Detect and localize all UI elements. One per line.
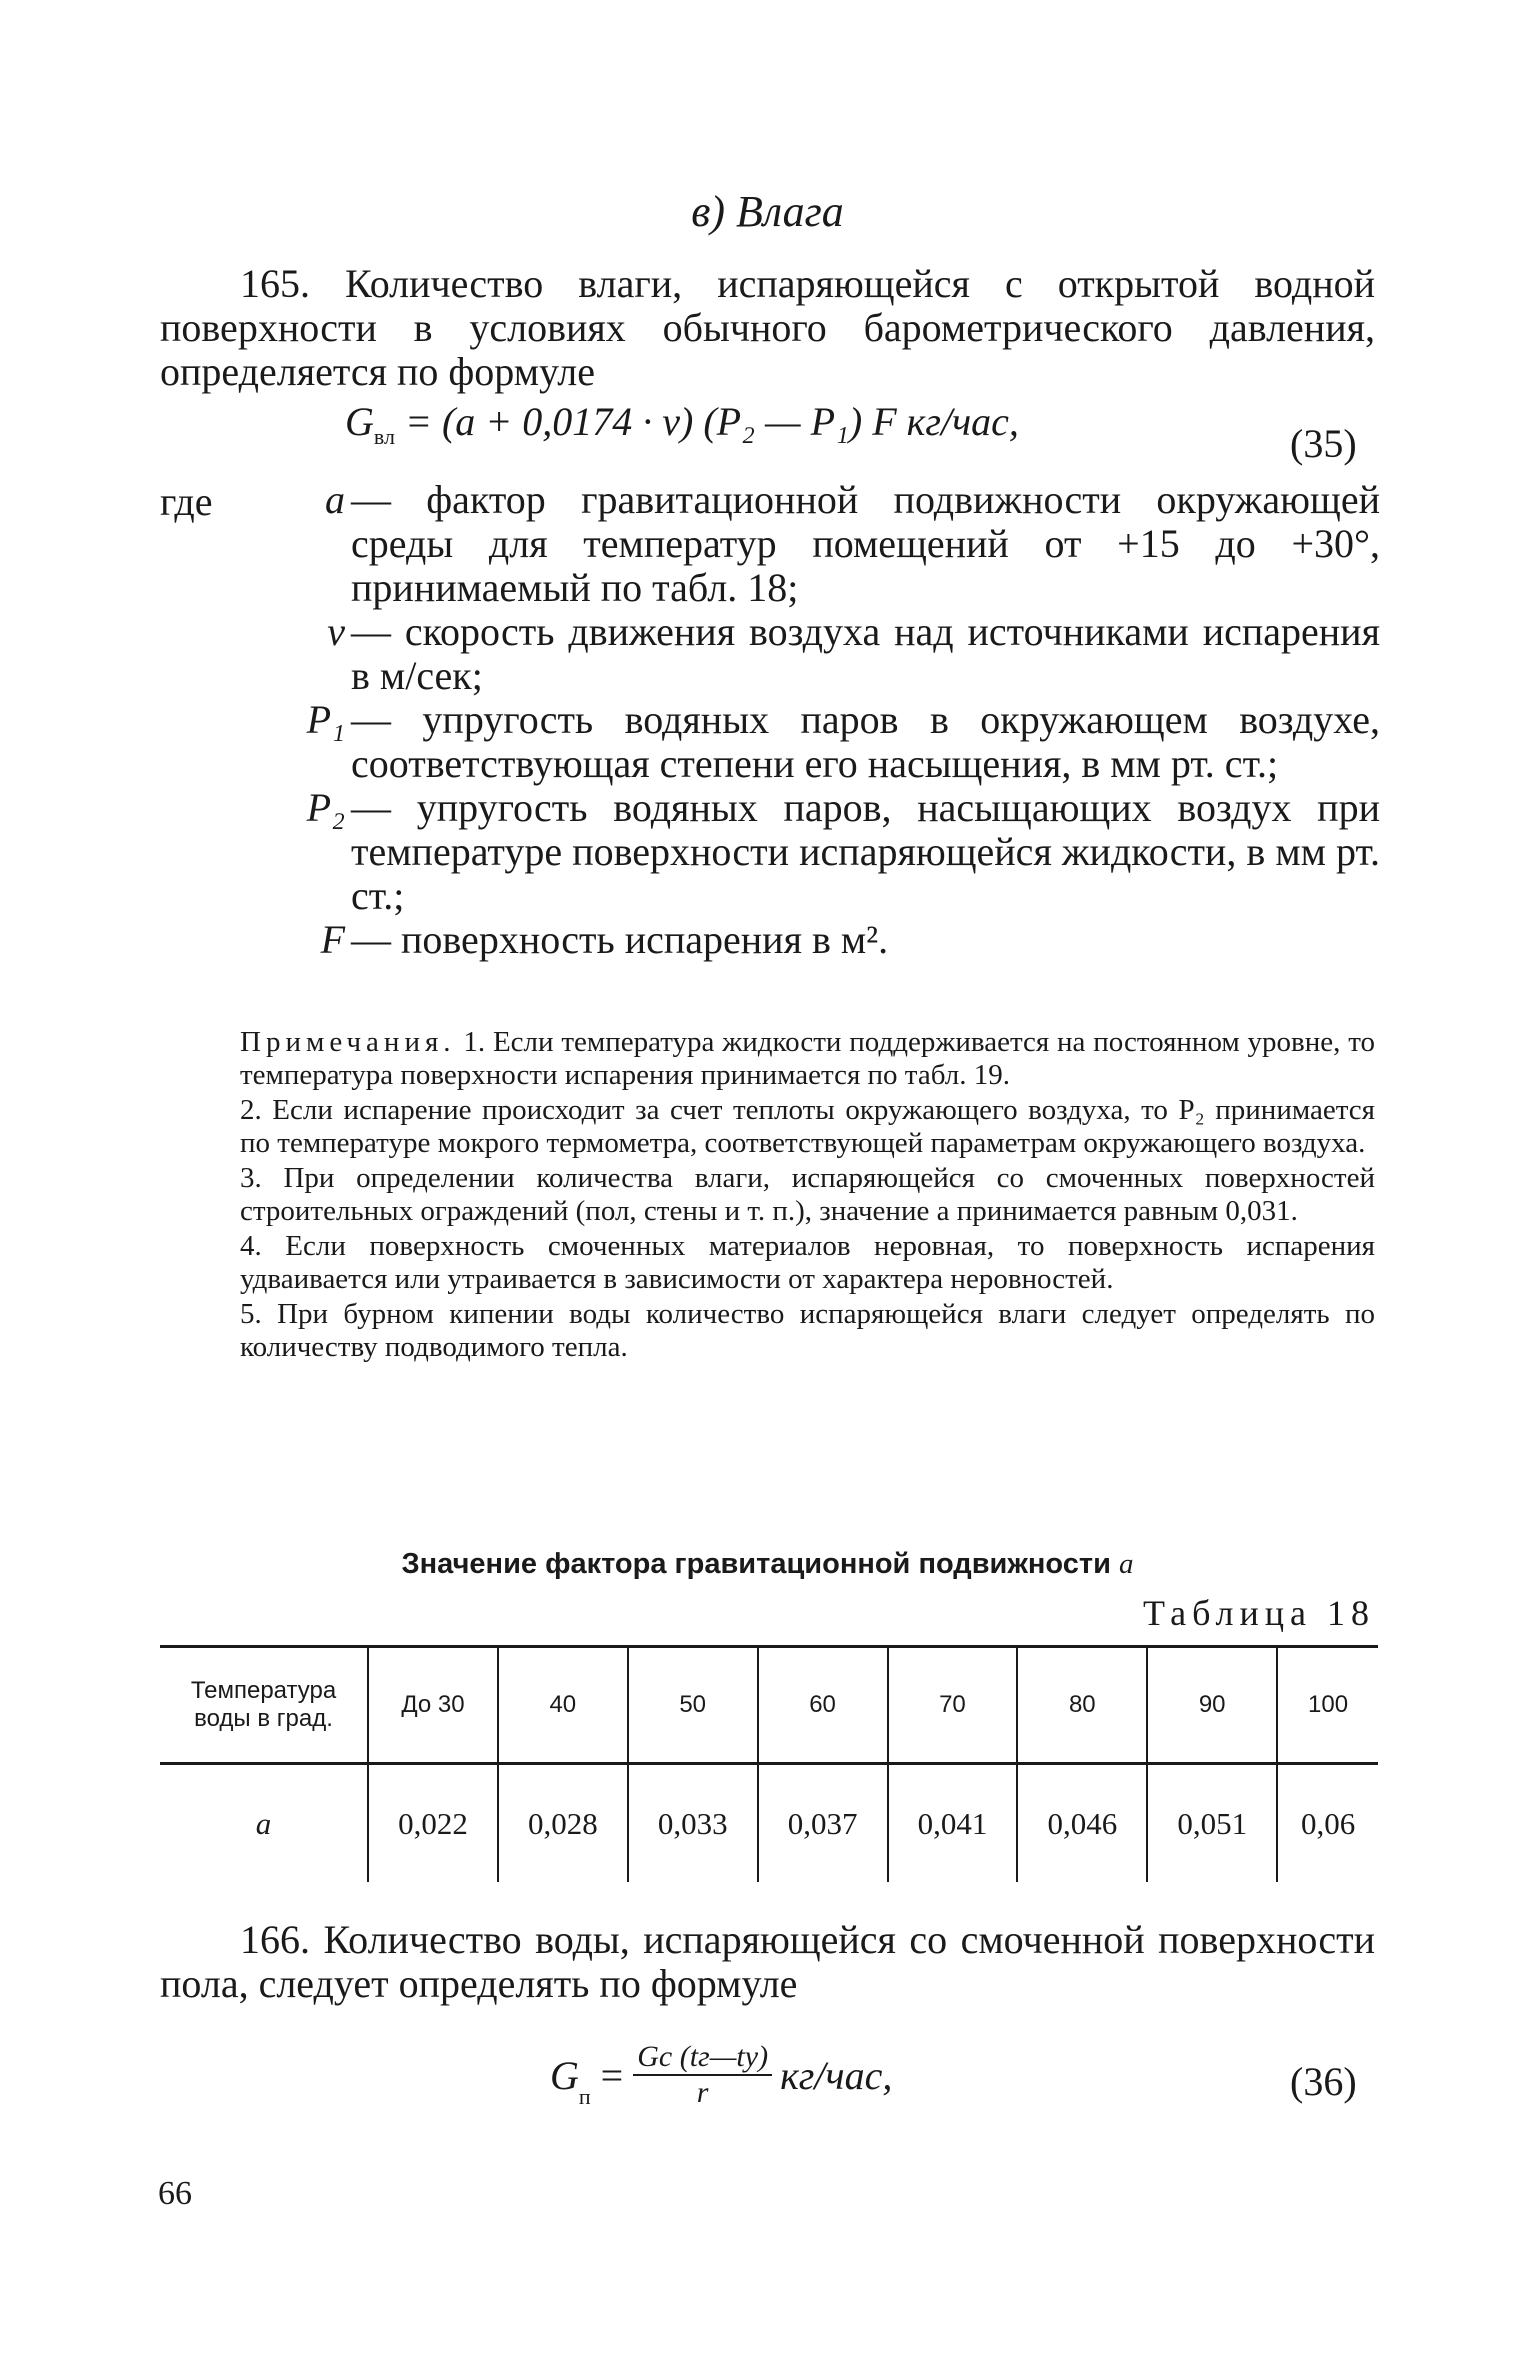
note-item: 2. Если испарение происходит за счет теплоты окружающего воздуха, то P₂ принимается по температуре мокрого термометра, соответствующей параметрам окружающего воздуха. — [240, 1094, 1375, 1159]
where-item-symbol: F — [320, 917, 345, 962]
table-cell: 0,033 — [628, 1764, 758, 1883]
where-item — [160, 918, 1380, 962]
formula-36 — [550, 2040, 892, 2110]
note-item — [160, 1026, 1375, 1092]
notes-heading: Примечания. — [240, 1026, 456, 1058]
formula-36-fraction — [633, 2040, 772, 2110]
table-header-cell: 40 — [498, 1647, 628, 1764]
note-item: 5. При бурном кипении воды количество испаряющейся влаги следует определять по количеству подводимого тепла. — [240, 1298, 1375, 1363]
formula-36-equals: = — [600, 2052, 624, 2098]
where-item — [160, 698, 1380, 786]
page-number: 66 — [158, 2175, 192, 2212]
where-item-desc: — фактор гравитационной подвижности окружающей среды для температур помещений от +15 до +30°, принимаемый по табл. 18; — [351, 477, 1380, 610]
where-item-desc: — скорость движения воздуха над источниками испарения в м/сек; — [351, 609, 1380, 698]
table-header-cell: 50 — [628, 1647, 758, 1764]
where-word: где — [160, 479, 213, 524]
table-title-text: Значение фактора гравитационной подвижности — [401, 1548, 1111, 1580]
where-item-desc: — упругость водяных паров в окружающем воздухе, соответствующая степени его насыщения, в мм рт. ст.; — [351, 697, 1380, 786]
note-item: 4. Если поверхность смоченных материалов неровная, то поверхность испарения удваивается или утраивается в зависимости от характера неровностей. — [240, 1230, 1375, 1295]
where-list — [160, 478, 1380, 962]
formula-35-lhs-sub: вл — [373, 424, 395, 449]
where-item-desc: — упругость водяных паров, насыщающих воздух при температуре поверхности испаряющейся жидкости, в мм рт. ст.; — [351, 785, 1380, 918]
formula-36-numerator: Gс (tг—tу) — [633, 2040, 772, 2076]
formula-36-unit: кг/час, — [780, 2052, 893, 2098]
paragraph-165 — [160, 262, 1375, 394]
table-header-cell: 100 — [1277, 1647, 1378, 1764]
data-table — [160, 1645, 1378, 1882]
table-header-cell: До 30 — [368, 1647, 498, 1764]
table-header-cell: 90 — [1147, 1647, 1277, 1764]
table-title-symbol: a — [1119, 1548, 1134, 1580]
notes — [160, 1026, 1375, 1366]
where-item-symbol: v — [327, 609, 345, 654]
where-item — [160, 610, 1380, 698]
table-header-cell: 80 — [1017, 1647, 1147, 1764]
table-cell: 0,051 — [1147, 1764, 1277, 1883]
equation-number-36: (36) — [1290, 2059, 1357, 2104]
table-cell: 0,037 — [758, 1764, 888, 1883]
where-item-symbol: P₁ — [306, 697, 345, 742]
formula-35-body: = (a + 0,0174 · v) (P₂ — P₁) F кг/час, — [404, 399, 1019, 444]
table-header-row — [160, 1647, 1378, 1764]
table-row-label: a — [255, 1805, 272, 1841]
table-title — [0, 1548, 1535, 1581]
table-cell: 0,041 — [888, 1764, 1018, 1883]
formula-36-lhs-sub: п — [578, 2084, 591, 2109]
paragraph-166-text: 166. Количество воды, испаряющейся со смоченной поверхности пола, следует определять по формуле — [160, 1917, 1375, 2006]
table-cell: 0,022 — [368, 1764, 498, 1883]
formula-35-lhs: G — [345, 399, 374, 444]
where-item — [160, 478, 1380, 610]
table-header-cell: 60 — [758, 1647, 888, 1764]
where-item-desc: — поверхность испарения в м². — [351, 917, 889, 962]
formula-35 — [345, 398, 1019, 450]
table-header-cell: 70 — [888, 1647, 1018, 1764]
paragraph-166 — [160, 1918, 1375, 2006]
section-title: в) Влага — [691, 187, 844, 236]
where-item-symbol: a — [325, 477, 345, 522]
where-item-symbol: P₂ — [306, 785, 345, 830]
formula-36-lhs: G — [550, 2052, 579, 2098]
table-row — [160, 1764, 1378, 1883]
formula-36-denominator: r — [696, 2076, 709, 2109]
table-cell: 0,028 — [498, 1764, 628, 1883]
where-item — [160, 786, 1380, 918]
note-item-text: 1. Если температура жидкости поддерживается на постоянном уровне, то температура поверхности испарения принимается по табл. 19. — [240, 1026, 1376, 1091]
equation-number-35: (35) — [1290, 421, 1357, 466]
paragraph-165-text: 165. Количество влаги, испаряющейся с открытой водной поверхности в условиях обычного барометрического давления, определяется по формуле — [160, 261, 1375, 394]
table-cell: 0,06 — [1277, 1764, 1378, 1883]
note-item: 3. При определении количества влаги, испаряющейся со смоченных поверхностей строительных ограждений (пол, стены и т. п.), значение a принимается равным 0,031. — [240, 1162, 1375, 1227]
table-header-first: Температура воды в град. — [160, 1647, 368, 1764]
table-label: Таблица 18 — [1143, 1593, 1375, 1633]
table-cell: 0,046 — [1017, 1764, 1147, 1883]
